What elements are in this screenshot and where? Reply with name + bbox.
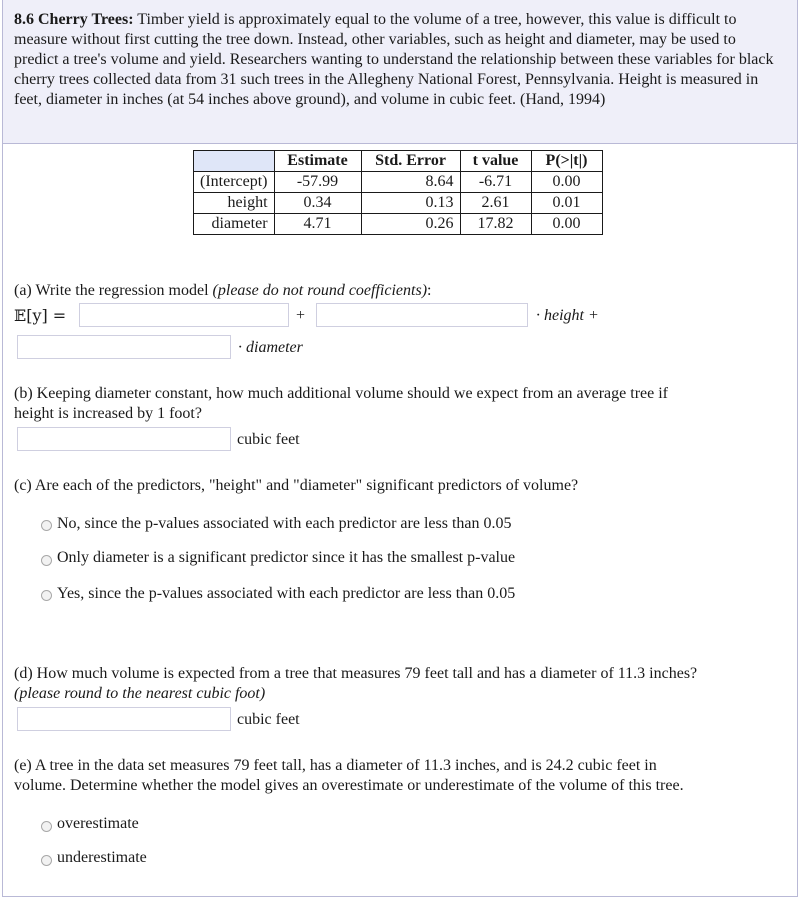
part-b-unit: cubic feet bbox=[237, 431, 300, 448]
part-d-unit: cubic feet bbox=[237, 711, 300, 728]
part-d-line1: (d) How much volume is expected from a tree that measures 79 feet tall and has a diameter of 11.3 inches? bbox=[14, 665, 698, 682]
option-overestimate-label[interactable]: overestimate bbox=[57, 815, 139, 832]
radio-overestimate[interactable] bbox=[41, 821, 52, 832]
problem-description: Timber yield is approximately equal to the volume of a tree, however, this value is difficult to measure without first cutting the tree down. Instead, other variables, such as height and diameter, may be used to predict a tree's volume and yield. Researchers wanting to understand the relationship between these variables for black cherry trees collected data from 31 such trees in the Allegheny National Forest, Pennsylvania. Height is measured in feet, diameter in inches (at 54 inches above ground), and volume in cubic feet. (Hand, 1994) bbox=[14, 11, 774, 108]
cell-p-value: 0.00 bbox=[531, 214, 602, 235]
plus-sign: + bbox=[296, 307, 306, 324]
part-a-colon: : bbox=[427, 282, 432, 299]
table-row bbox=[194, 193, 603, 214]
intro-text bbox=[14, 10, 784, 110]
part-a-prompt bbox=[14, 281, 431, 301]
header-p-value: P(>|t|) bbox=[531, 151, 602, 172]
cell-estimate: 0.34 bbox=[274, 193, 361, 214]
cell-t-value: 17.82 bbox=[460, 214, 531, 235]
cell-std-error: 0.13 bbox=[361, 193, 460, 214]
table-row bbox=[194, 172, 603, 193]
part-a-note: (please do not round coefficients) bbox=[212, 282, 428, 299]
table-header-row bbox=[194, 151, 603, 172]
part-c-prompt: (c) Are each of the predictors, "height" and "diameter" significant predictors of volume? bbox=[14, 477, 579, 494]
cell-p-value: 0.01 bbox=[531, 193, 602, 214]
cell-estimate: -57.99 bbox=[274, 172, 361, 193]
part-e-line2: volume. Determine whether the model gives an overestimate or underestimate of the volume of this tree. bbox=[14, 777, 684, 794]
cell-t-value: -6.71 bbox=[460, 172, 531, 193]
option-underestimate-label[interactable]: underestimate bbox=[57, 849, 147, 866]
part-b-input[interactable] bbox=[17, 427, 231, 451]
cell-p-value: 0.00 bbox=[531, 172, 602, 193]
header-t-value: t value bbox=[460, 151, 531, 172]
part-d-line2: (please round to the nearest cubic foot) bbox=[14, 685, 266, 702]
intro-panel bbox=[3, 0, 797, 144]
radio-underestimate[interactable] bbox=[41, 855, 52, 866]
expected-value-label: 𝔼[y] = bbox=[14, 306, 67, 325]
part-a-prompt-text: (a) Write the regression model bbox=[14, 282, 209, 299]
cell-estimate: 4.71 bbox=[274, 214, 361, 235]
cell-std-error: 8.64 bbox=[361, 172, 460, 193]
header-estimate: Estimate bbox=[274, 151, 361, 172]
diameter-term: · diameter bbox=[238, 339, 303, 356]
question-frame bbox=[2, 0, 798, 897]
header-std-error: Std. Error bbox=[361, 151, 460, 172]
cell-std-error: 0.26 bbox=[361, 214, 460, 235]
problem-title: 8.6 Cherry Trees: bbox=[14, 11, 134, 28]
row-label: diameter bbox=[194, 214, 275, 235]
option-no-label[interactable]: No, since the p-values associated with each predictor are less than 0.05 bbox=[57, 515, 512, 532]
option-yes-label[interactable]: Yes, since the p-values associated with each predictor are less than 0.05 bbox=[57, 585, 516, 602]
part-d-input[interactable] bbox=[17, 707, 231, 731]
part-e-line1: (e) A tree in the data set measures 79 feet tall, has a diameter of 11.3 inches, and is 24.2 cubic feet in bbox=[14, 757, 657, 774]
radio-no[interactable] bbox=[41, 520, 52, 531]
part-b-line2: height is increased by 1 foot? bbox=[14, 405, 202, 422]
cell-t-value: 2.61 bbox=[460, 193, 531, 214]
intercept-input[interactable] bbox=[79, 303, 289, 327]
height-coef-input[interactable] bbox=[316, 303, 528, 327]
radio-only-diameter[interactable] bbox=[41, 555, 52, 566]
part-b-line1: (b) Keeping diameter constant, how much additional volume should we expect from an average tree if bbox=[14, 385, 668, 402]
diameter-coef-input[interactable] bbox=[17, 335, 231, 359]
table-row bbox=[194, 214, 603, 235]
row-label: (Intercept) bbox=[194, 172, 275, 193]
height-term: · height + bbox=[536, 307, 599, 324]
regression-table bbox=[193, 150, 603, 235]
row-label: height bbox=[194, 193, 275, 214]
radio-yes[interactable] bbox=[41, 590, 52, 601]
table-corner-cell bbox=[194, 151, 275, 172]
option-only-diameter-label[interactable]: Only diameter is a significant predictor since it has the smallest p-value bbox=[57, 549, 516, 566]
